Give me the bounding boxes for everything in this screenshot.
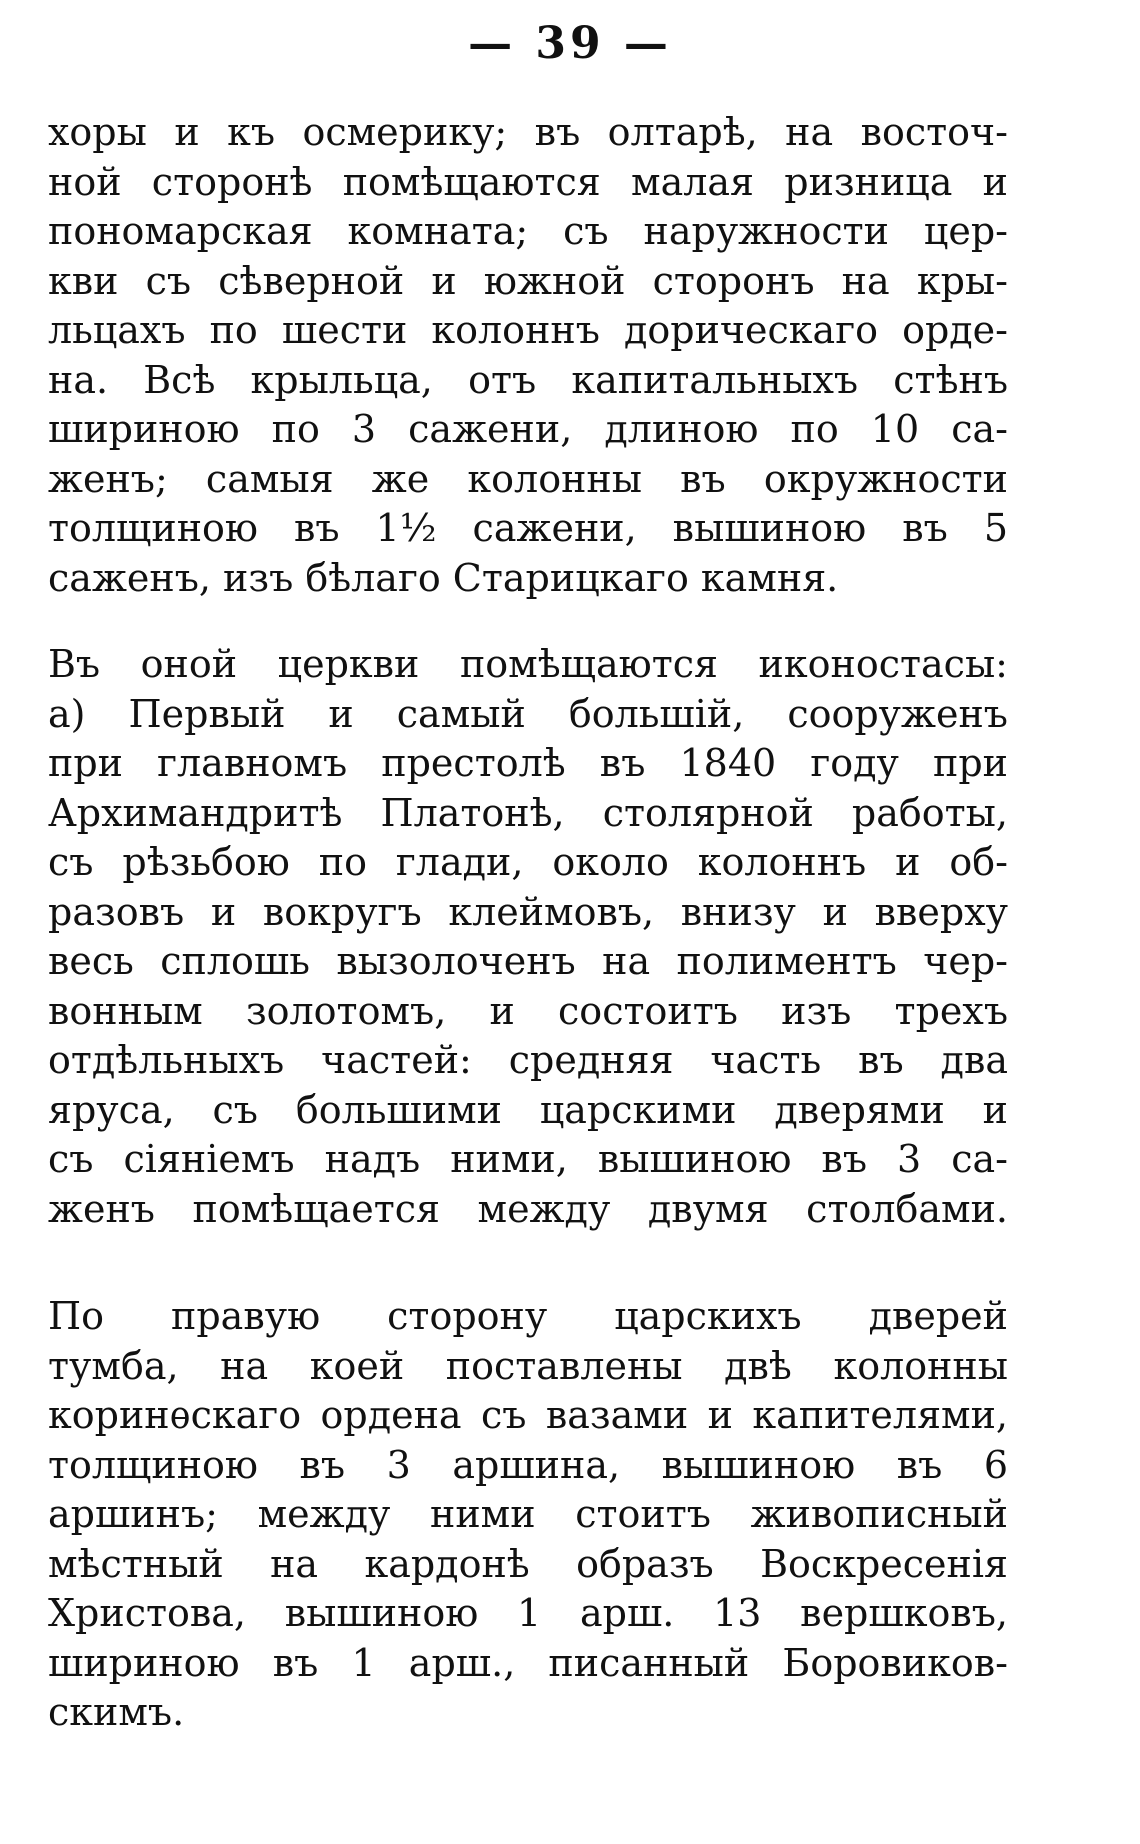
text-line: женъ помѣщается между двумя столбами. bbox=[48, 1186, 1008, 1231]
text-line: съ сiянiемъ надъ ними, вышиною въ 3 са- bbox=[48, 1137, 1008, 1181]
text-line: отдѣльныхъ частей: средняя часть въ два bbox=[48, 1038, 1008, 1082]
text-line: толщиною въ 1½ сажени, вышиною въ 5 bbox=[48, 506, 1008, 550]
text-line: а) Первый и самый большiй, сооруженъ bbox=[48, 691, 1008, 736]
text-line: разовъ и вокругъ клеймовъ, внизу и вверху bbox=[48, 889, 1008, 934]
page-number: — 39 — bbox=[468, 18, 672, 69]
text-line: пономарская комната; съ наружности цер- bbox=[48, 209, 1008, 253]
text-line: тумба, на коей поставлены двѣ колонны bbox=[48, 1343, 1008, 1388]
text-line: шириною по 3 сажени, длиною по 10 са- bbox=[48, 407, 1008, 451]
text-line: яруса, съ большими царскими дверями и bbox=[48, 1087, 1008, 1132]
text-line: весь сплошь вызолоченъ на полиментъ чер- bbox=[48, 939, 1008, 983]
paragraph-1 bbox=[48, 108, 1008, 603]
text-line: мѣстный на кардонѣ образъ Воскресенiя bbox=[48, 1541, 1008, 1586]
text-line: льцахъ по шести колоннъ дорическаго орде- bbox=[48, 308, 1008, 352]
text-line: По правую сторону царскихъ дверей bbox=[48, 1294, 1008, 1338]
text-line: толщиною въ 3 аршина, вышиною въ 6 bbox=[48, 1442, 1008, 1487]
text-line: шириною въ 1 арш., писанный Боровиков- bbox=[48, 1640, 1008, 1685]
text-line: саженъ, изъ бѣлаго Старицкаго камня. bbox=[48, 555, 839, 600]
text-line: Въ оной церкви помѣщаются иконостасы: bbox=[48, 642, 1008, 686]
text-line: на. Всѣ крыльца, отъ капитальныхъ стѣнъ bbox=[48, 357, 1008, 402]
text-line: аршинъ; между ними стоитъ живописный bbox=[48, 1492, 1008, 1536]
text-line: ной сторонѣ помѣщаются малая ризница и bbox=[48, 159, 1008, 204]
text-line: при главномъ престолѣ въ 1840 году при bbox=[48, 741, 1008, 785]
paragraph-2 bbox=[48, 640, 1008, 1234]
text-line: Архимандритѣ Платонѣ, столярной работы, bbox=[48, 790, 1008, 835]
text-line: Христова, вышиною 1 арш. 13 вершковъ, bbox=[48, 1591, 1008, 1635]
text-line: коринѳскаго ордена съ вазами и капителями, bbox=[48, 1393, 1008, 1437]
text-line: женъ; самыя же колонны въ окружности bbox=[48, 456, 1008, 501]
text-line: съ рѣзьбою по глади, около колоннъ и об- bbox=[48, 840, 1008, 884]
text-line: кви съ сѣверной и южной сторонъ на кры- bbox=[48, 258, 1008, 303]
text-line: скимъ. bbox=[48, 1690, 185, 1734]
paragraph-3 bbox=[48, 1292, 1008, 1738]
text-line: вонным золотомъ, и состоитъ изъ трехъ bbox=[48, 988, 1008, 1033]
text-line: хоры и къ осмерику; въ олтарѣ, на восточ- bbox=[48, 110, 1008, 154]
